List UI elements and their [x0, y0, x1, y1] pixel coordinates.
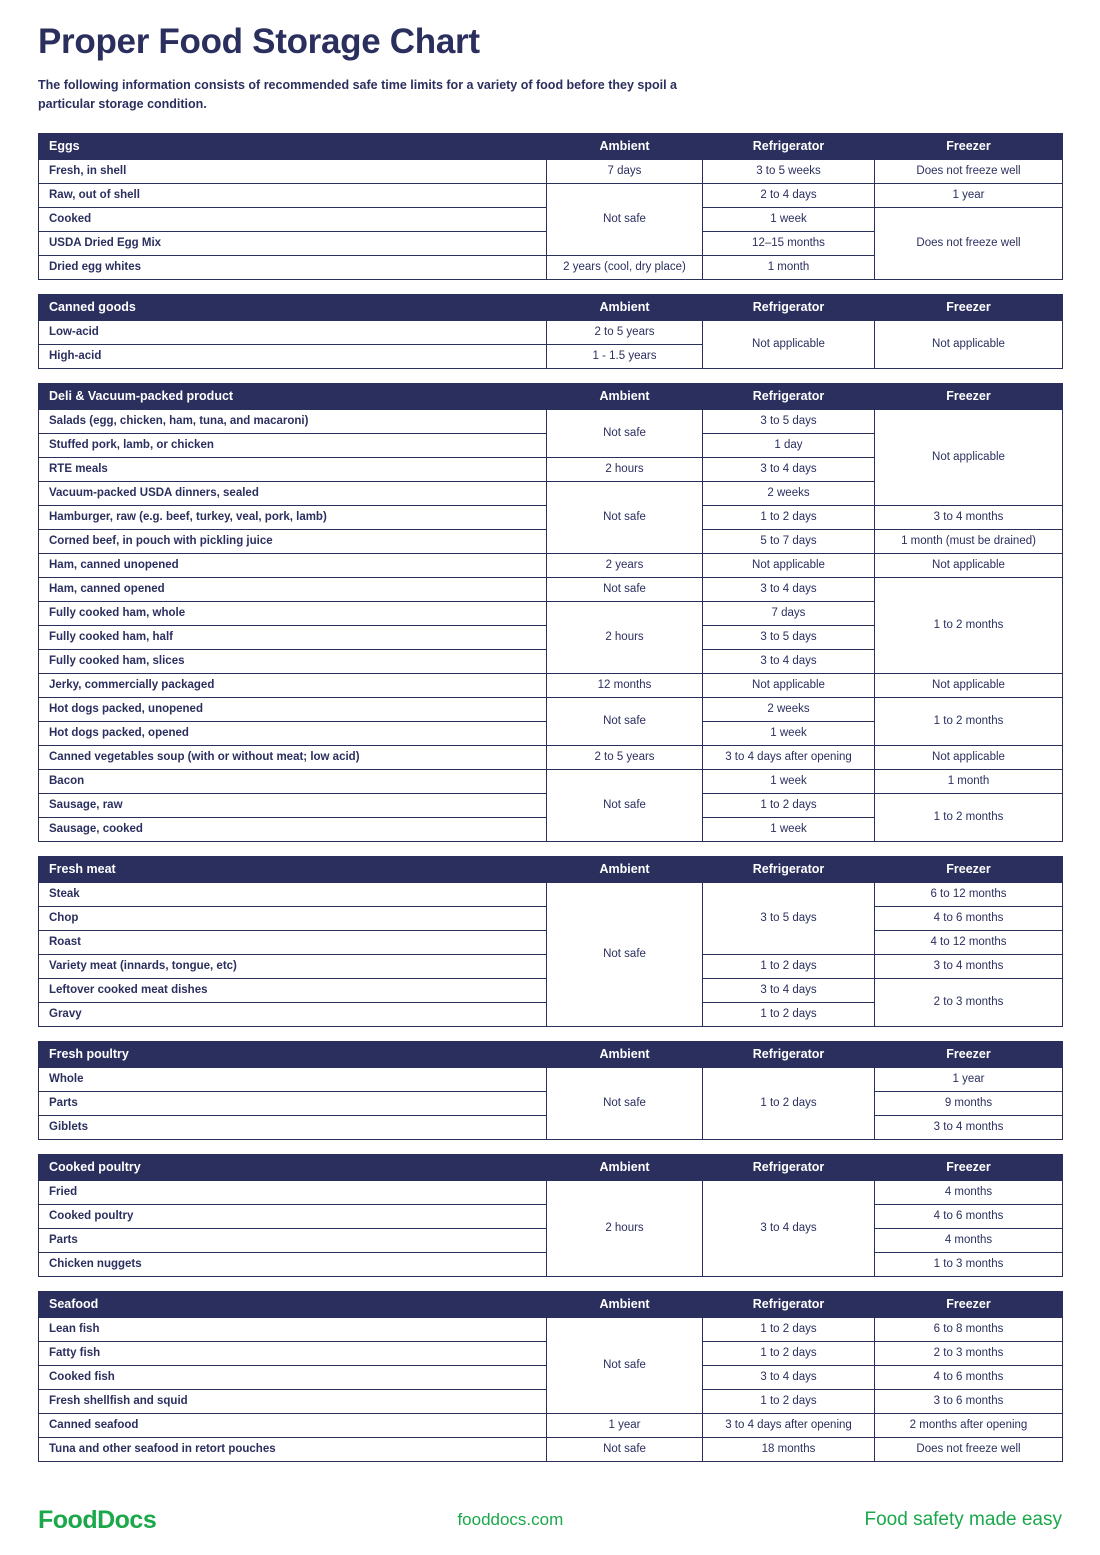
food-item-name: Gravy	[39, 1002, 547, 1026]
food-item-name: Whole	[39, 1067, 547, 1091]
food-item-name: Leftover cooked meat dishes	[39, 978, 547, 1002]
storage-duration-cell: 1 to 2 days	[703, 505, 875, 529]
table-category-title: Fresh meat	[39, 856, 547, 882]
storage-duration-cell: 3 to 5 days	[703, 625, 875, 649]
food-item-name: Corned beef, in pouch with pickling juice	[39, 529, 547, 553]
footer-tagline: Food safety made easy	[864, 1509, 1062, 1530]
storage-duration-cell: 1 week	[703, 769, 875, 793]
food-item-name: Hot dogs packed, opened	[39, 721, 547, 745]
storage-duration-cell: 1 - 1.5 years	[547, 344, 703, 368]
storage-duration-cell: 2 hours	[547, 457, 703, 481]
storage-duration-cell: Not applicable	[703, 553, 875, 577]
food-item-name: Sausage, cooked	[39, 817, 547, 841]
column-header: Refrigerator	[703, 1291, 875, 1317]
table-row	[39, 553, 1063, 577]
food-item-name: Stuffed pork, lamb, or chicken	[39, 433, 547, 457]
storage-duration-cell: 3 to 4 days after opening	[703, 745, 875, 769]
storage-duration-cell: 3 to 6 months	[875, 1389, 1063, 1413]
column-header: Ambient	[547, 1041, 703, 1067]
food-item-name: High-acid	[39, 344, 547, 368]
storage-tables-container	[38, 133, 1062, 1462]
storage-duration-cell: 1 to 2 days	[703, 1002, 875, 1026]
storage-duration-cell: Not safe	[547, 697, 703, 745]
storage-duration-cell: 1 week	[703, 817, 875, 841]
storage-duration-cell: Not safe	[547, 769, 703, 841]
storage-duration-cell: 1 to 2 days	[703, 1389, 875, 1413]
storage-duration-cell: 3 to 4 days	[703, 457, 875, 481]
table-category-title: Eggs	[39, 133, 547, 159]
storage-table	[38, 1291, 1063, 1462]
storage-duration-cell: 1 year	[875, 1067, 1063, 1091]
page-footer	[38, 1503, 1062, 1537]
table-row	[39, 769, 1063, 793]
storage-duration-cell: Does not freeze well	[875, 207, 1063, 279]
table-header-row	[39, 133, 1063, 159]
food-item-name: Raw, out of shell	[39, 183, 547, 207]
food-item-name: Lean fish	[39, 1317, 547, 1341]
storage-duration-cell: 4 to 12 months	[875, 930, 1063, 954]
storage-duration-cell: 1 to 2 months	[875, 793, 1063, 841]
table-category-title: Fresh poultry	[39, 1041, 547, 1067]
storage-duration-cell: 6 to 12 months	[875, 882, 1063, 906]
storage-duration-cell: 1 year	[547, 1413, 703, 1437]
food-item-name: Fully cooked ham, whole	[39, 601, 547, 625]
storage-duration-cell: Not applicable	[875, 409, 1063, 505]
storage-duration-cell: Not safe	[547, 1317, 703, 1413]
column-header: Freezer	[875, 1154, 1063, 1180]
storage-table	[38, 1041, 1063, 1140]
food-item-name: Fried	[39, 1180, 547, 1204]
column-header: Ambient	[547, 1154, 703, 1180]
storage-duration-cell: 1 year	[875, 183, 1063, 207]
table-row	[39, 159, 1063, 183]
storage-duration-cell: Not applicable	[875, 553, 1063, 577]
food-item-name: Fresh, in shell	[39, 159, 547, 183]
storage-duration-cell: 5 to 7 days	[703, 529, 875, 553]
table-row	[39, 745, 1063, 769]
storage-duration-cell: 1 to 2 days	[703, 1317, 875, 1341]
storage-duration-cell: 2 to 4 days	[703, 183, 875, 207]
food-item-name: Jerky, commercially packaged	[39, 673, 547, 697]
page-title: Proper Food Storage Chart	[38, 22, 480, 61]
food-item-name: Chicken nuggets	[39, 1252, 547, 1276]
column-header: Refrigerator	[703, 856, 875, 882]
storage-duration-cell: Not applicable	[703, 320, 875, 368]
storage-duration-cell: 1 to 2 days	[703, 1341, 875, 1365]
food-item-name: Hot dogs packed, unopened	[39, 697, 547, 721]
storage-duration-cell: Not applicable	[875, 745, 1063, 769]
storage-duration-cell: 1 to 2 days	[703, 793, 875, 817]
storage-duration-cell: Not safe	[547, 1067, 703, 1139]
storage-duration-cell: 3 to 4 days	[703, 1365, 875, 1389]
storage-duration-cell: 2 years	[547, 553, 703, 577]
storage-duration-cell: 6 to 8 months	[875, 1317, 1063, 1341]
table-header-row	[39, 856, 1063, 882]
food-item-name: Steak	[39, 882, 547, 906]
storage-duration-cell: 3 to 4 days	[703, 978, 875, 1002]
food-item-name: Fully cooked ham, slices	[39, 649, 547, 673]
table-row	[39, 1180, 1063, 1204]
storage-duration-cell: 18 months	[703, 1437, 875, 1461]
storage-duration-cell: Not safe	[547, 577, 703, 601]
food-item-name: Hamburger, raw (e.g. beef, turkey, veal, pork, lamb)	[39, 505, 547, 529]
storage-duration-cell: 2 hours	[547, 601, 703, 673]
food-item-name: Fresh shellfish and squid	[39, 1389, 547, 1413]
storage-duration-cell: 4 to 6 months	[875, 1204, 1063, 1228]
storage-duration-cell: Not safe	[547, 409, 703, 457]
storage-duration-cell: 3 to 4 months	[875, 954, 1063, 978]
table-header-row	[39, 1154, 1063, 1180]
food-item-name: RTE meals	[39, 457, 547, 481]
column-header: Freezer	[875, 1041, 1063, 1067]
table-row	[39, 697, 1063, 721]
storage-duration-cell: 3 to 5 days	[703, 409, 875, 433]
storage-duration-cell: Not applicable	[875, 673, 1063, 697]
storage-duration-cell: 1 month (must be drained)	[875, 529, 1063, 553]
storage-duration-cell: 9 months	[875, 1091, 1063, 1115]
food-item-name: Canned seafood	[39, 1413, 547, 1437]
storage-duration-cell: 3 to 4 months	[875, 505, 1063, 529]
storage-duration-cell: 1 to 3 months	[875, 1252, 1063, 1276]
food-item-name: Bacon	[39, 769, 547, 793]
table-header-row	[39, 383, 1063, 409]
column-header: Freezer	[875, 1291, 1063, 1317]
storage-duration-cell: 2 to 3 months	[875, 1341, 1063, 1365]
column-header: Freezer	[875, 294, 1063, 320]
storage-duration-cell: 3 to 4 days after opening	[703, 1413, 875, 1437]
food-item-name: Parts	[39, 1228, 547, 1252]
storage-duration-cell: 2 to 5 years	[547, 745, 703, 769]
column-header: Ambient	[547, 856, 703, 882]
column-header: Refrigerator	[703, 133, 875, 159]
table-row	[39, 1317, 1063, 1341]
column-header: Refrigerator	[703, 294, 875, 320]
table-header-row	[39, 294, 1063, 320]
food-item-name: Sausage, raw	[39, 793, 547, 817]
page-subtitle: The following information consists of recommended safe time limits for a variety of food before they spoil a particular storage condition.	[38, 78, 677, 112]
food-item-name: Canned vegetables soup (with or without meat; low acid)	[39, 745, 547, 769]
storage-duration-cell: 2 weeks	[703, 697, 875, 721]
storage-duration-cell: 3 to 4 months	[875, 1115, 1063, 1139]
food-item-name: Chop	[39, 906, 547, 930]
table-row	[39, 183, 1063, 207]
storage-duration-cell: 1 week	[703, 721, 875, 745]
table-category-title: Canned goods	[39, 294, 547, 320]
table-row	[39, 1437, 1063, 1461]
storage-table	[38, 1154, 1063, 1277]
food-item-name: Cooked	[39, 207, 547, 231]
storage-duration-cell: 7 days	[547, 159, 703, 183]
table-header-row	[39, 1041, 1063, 1067]
table-row	[39, 673, 1063, 697]
storage-duration-cell: 4 months	[875, 1228, 1063, 1252]
food-item-name: Tuna and other seafood in retort pouches	[39, 1437, 547, 1461]
storage-duration-cell: 1 day	[703, 433, 875, 457]
food-item-name: Fatty fish	[39, 1341, 547, 1365]
storage-duration-cell: 2 hours	[547, 1180, 703, 1276]
table-category-title: Seafood	[39, 1291, 547, 1317]
storage-duration-cell: Not safe	[547, 1437, 703, 1461]
storage-duration-cell: 12–15 months	[703, 231, 875, 255]
storage-duration-cell: 2 months after opening	[875, 1413, 1063, 1437]
table-category-title: Deli & Vacuum-packed product	[39, 383, 547, 409]
food-item-name: Ham, canned opened	[39, 577, 547, 601]
column-header: Ambient	[547, 383, 703, 409]
column-header: Ambient	[547, 294, 703, 320]
food-item-name: Giblets	[39, 1115, 547, 1139]
storage-duration-cell: 3 to 4 days	[703, 577, 875, 601]
column-header: Refrigerator	[703, 1154, 875, 1180]
storage-duration-cell: 2 weeks	[703, 481, 875, 505]
storage-duration-cell: Not applicable	[875, 320, 1063, 368]
storage-table	[38, 856, 1063, 1027]
storage-duration-cell: 1 month	[703, 255, 875, 279]
table-row	[39, 320, 1063, 344]
footer-website-url: fooddocs.com	[457, 1510, 564, 1529]
storage-duration-cell: 3 to 5 days	[703, 882, 875, 954]
storage-duration-cell: 3 to 4 days	[703, 1180, 875, 1276]
storage-duration-cell: 1 month	[875, 769, 1063, 793]
storage-duration-cell: 1 to 2 days	[703, 1067, 875, 1139]
column-header: Freezer	[875, 856, 1063, 882]
storage-duration-cell: Does not freeze well	[875, 159, 1063, 183]
storage-duration-cell: 3 to 4 days	[703, 649, 875, 673]
food-item-name: Ham, canned unopened	[39, 553, 547, 577]
storage-duration-cell: 1 week	[703, 207, 875, 231]
food-item-name: Fully cooked ham, half	[39, 625, 547, 649]
table-row	[39, 409, 1063, 433]
storage-duration-cell: Not safe	[547, 882, 703, 1026]
food-item-name: Vacuum-packed USDA dinners, sealed	[39, 481, 547, 505]
storage-duration-cell: 4 to 6 months	[875, 1365, 1063, 1389]
storage-table	[38, 383, 1063, 842]
column-header: Freezer	[875, 133, 1063, 159]
storage-duration-cell: 12 months	[547, 673, 703, 697]
food-item-name: Parts	[39, 1091, 547, 1115]
food-item-name: Cooked poultry	[39, 1204, 547, 1228]
food-item-name: Cooked fish	[39, 1365, 547, 1389]
table-row	[39, 577, 1063, 601]
storage-duration-cell: 4 months	[875, 1180, 1063, 1204]
column-header: Ambient	[547, 1291, 703, 1317]
food-item-name: USDA Dried Egg Mix	[39, 231, 547, 255]
column-header: Freezer	[875, 383, 1063, 409]
table-header-row	[39, 1291, 1063, 1317]
storage-duration-cell: 3 to 5 weeks	[703, 159, 875, 183]
storage-duration-cell: 2 years (cool, dry place)	[547, 255, 703, 279]
storage-duration-cell: 1 to 2 months	[875, 577, 1063, 673]
food-item-name: Salads (egg, chicken, ham, tuna, and macaroni)	[39, 409, 547, 433]
fooddocs-logo: FoodDocs	[38, 1505, 157, 1534]
storage-duration-cell: 1 to 2 months	[875, 697, 1063, 745]
storage-duration-cell: 2 to 5 years	[547, 320, 703, 344]
storage-duration-cell: Not safe	[547, 183, 703, 255]
food-item-name: Variety meat (innards, tongue, etc)	[39, 954, 547, 978]
food-item-name: Dried egg whites	[39, 255, 547, 279]
storage-duration-cell: Not applicable	[703, 673, 875, 697]
table-row	[39, 1413, 1063, 1437]
storage-table	[38, 133, 1063, 280]
storage-duration-cell: Not safe	[547, 481, 703, 553]
table-row	[39, 1067, 1063, 1091]
storage-duration-cell: 2 to 3 months	[875, 978, 1063, 1026]
column-header: Refrigerator	[703, 383, 875, 409]
food-item-name: Low-acid	[39, 320, 547, 344]
food-item-name: Roast	[39, 930, 547, 954]
column-header: Ambient	[547, 133, 703, 159]
column-header: Refrigerator	[703, 1041, 875, 1067]
storage-duration-cell: 4 to 6 months	[875, 906, 1063, 930]
table-category-title: Cooked poultry	[39, 1154, 547, 1180]
table-row	[39, 882, 1063, 906]
storage-duration-cell: Does not freeze well	[875, 1437, 1063, 1461]
storage-duration-cell: 7 days	[703, 601, 875, 625]
storage-duration-cell: 1 to 2 days	[703, 954, 875, 978]
storage-table	[38, 294, 1063, 369]
